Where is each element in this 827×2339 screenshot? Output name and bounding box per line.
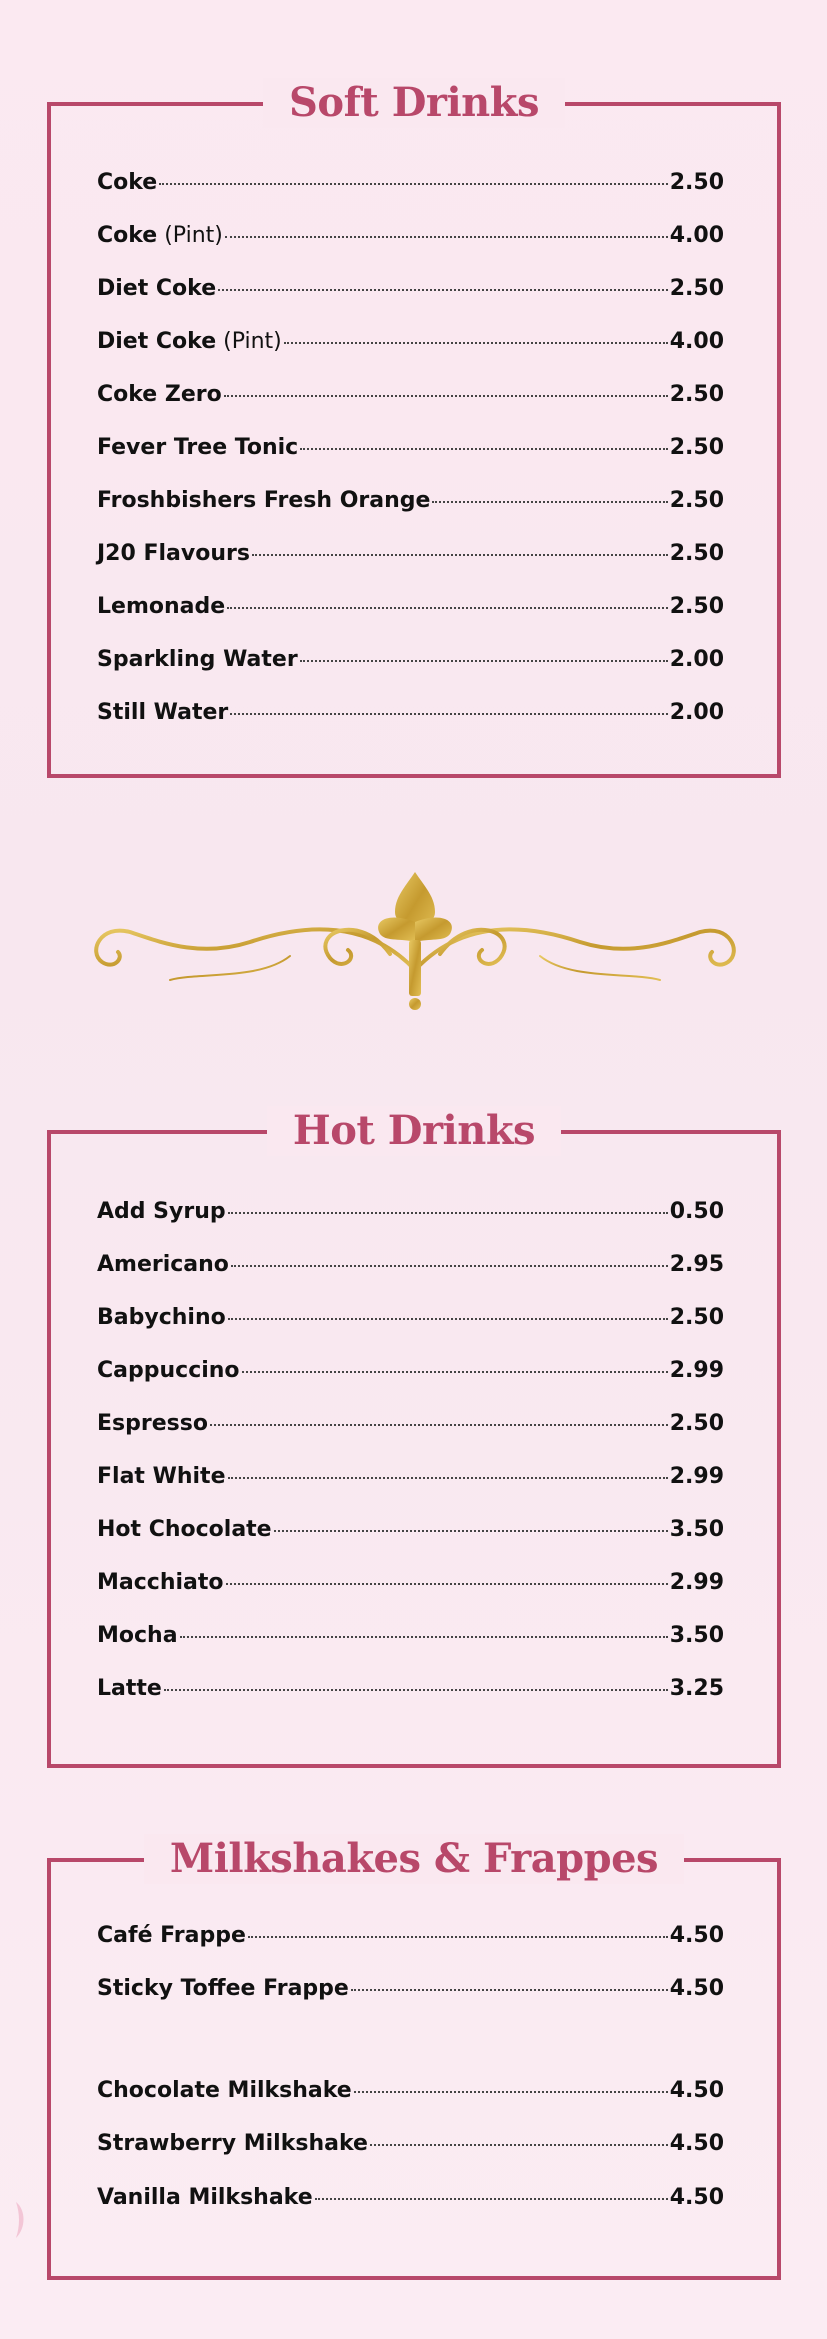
dot-leader (432, 500, 667, 503)
item-name: Add Syrup (97, 1199, 226, 1224)
item-price: 4.00 (669, 223, 724, 248)
item-price: 3.50 (669, 1517, 724, 1542)
item-price: 4.00 (669, 329, 724, 354)
item-name: Coke (97, 170, 158, 195)
dot-leader (252, 553, 668, 556)
dot-leader (218, 288, 668, 291)
menu-item (97, 223, 724, 263)
menu-item (97, 1199, 724, 1239)
menu-item (97, 170, 724, 210)
dot-leader (370, 2143, 668, 2146)
soft-drinks-section (47, 79, 781, 778)
menu-item (97, 700, 724, 740)
item-name: Babychino (97, 1305, 226, 1330)
item-price: 2.95 (669, 1252, 724, 1277)
item-name: Macchiato (97, 1570, 224, 1595)
dot-leader (210, 1423, 668, 1426)
leaf-decoration-icon (12, 2200, 28, 2240)
section-title: Soft Drinks (263, 78, 565, 128)
item-price: 2.99 (669, 1358, 724, 1383)
gold-flourish-ornament (90, 862, 740, 1014)
item-name: J20 Flavours (97, 541, 250, 566)
item-price: 2.50 (669, 488, 724, 513)
menu-item (97, 594, 724, 634)
item-price: 2.99 (669, 1570, 724, 1595)
dot-leader (164, 1688, 668, 1691)
hot-drinks-section (47, 1107, 781, 1768)
item-price: 2.00 (669, 647, 724, 672)
item-price: 2.50 (669, 276, 724, 301)
item-name: Cappuccino (97, 1358, 240, 1383)
menu-item (97, 2078, 724, 2118)
item-price: 2.00 (669, 700, 724, 725)
item-price: 4.50 (669, 2078, 724, 2103)
dot-leader (230, 712, 667, 715)
milkshakes-frappes-section (47, 1835, 781, 2280)
item-name: Lemonade (97, 594, 226, 619)
item-name: Coke (97, 223, 158, 248)
item-name: Americano (97, 1252, 229, 1277)
menu-item (97, 1464, 724, 1504)
item-note: (Pint) (216, 329, 282, 354)
menu-item (97, 2185, 724, 2225)
dot-leader (300, 659, 668, 662)
menu-item (97, 1976, 724, 2016)
item-name: Still Water (97, 700, 229, 725)
dot-leader (274, 1529, 668, 1532)
dot-leader (180, 1635, 668, 1638)
item-price: 2.50 (669, 382, 724, 407)
menu-item (97, 1623, 724, 1663)
dot-leader (231, 1264, 668, 1267)
menu-item (97, 382, 724, 422)
dot-leader (300, 447, 668, 450)
item-price: 4.50 (669, 2185, 724, 2210)
item-name: Café Frappe (97, 1923, 246, 1948)
menu-item (97, 1252, 724, 1292)
dot-leader (315, 2197, 668, 2200)
item-price: 2.50 (669, 594, 724, 619)
dot-leader (248, 1935, 668, 1938)
item-name: Hot Chocolate (97, 1517, 272, 1542)
menu-item (97, 647, 724, 687)
item-price: 4.50 (669, 2131, 724, 2156)
item-price: 0.50 (669, 1199, 724, 1224)
item-name: Strawberry Milkshake (97, 2131, 368, 2156)
item-name: Fever Tree Tonic (97, 435, 299, 460)
dot-leader (227, 606, 668, 609)
dot-leader (351, 1988, 668, 1991)
menu-item (97, 276, 724, 316)
menu-item (97, 1676, 724, 1716)
menu-item (97, 1411, 724, 1451)
menu-item (97, 2131, 724, 2171)
menu-item (97, 1923, 724, 1963)
item-name: Froshbishers Fresh Orange (97, 488, 431, 513)
item-price: 2.50 (669, 1411, 724, 1436)
item-name: Latte (97, 1676, 162, 1701)
item-name: Mocha (97, 1623, 178, 1648)
item-price: 2.50 (669, 435, 724, 460)
dot-leader (228, 1476, 668, 1479)
dot-leader (225, 235, 668, 238)
item-name: Espresso (97, 1411, 208, 1436)
dot-leader (228, 1211, 668, 1214)
item-name: Diet Coke (97, 276, 217, 301)
item-price: 2.99 (669, 1464, 724, 1489)
dot-leader (242, 1370, 668, 1373)
menu-item (97, 1358, 724, 1398)
section-title: Hot Drinks (267, 1106, 561, 1156)
dot-leader (224, 394, 668, 397)
menu-item (97, 1305, 724, 1345)
menu-item (97, 435, 724, 475)
menu-item (97, 1570, 724, 1610)
item-name: Sticky Toffee Frappe (97, 1976, 349, 2001)
item-price: 4.50 (669, 1976, 724, 2001)
menu-item (97, 488, 724, 528)
item-name: Sparkling Water (97, 647, 298, 672)
item-price: 2.50 (669, 1305, 724, 1330)
item-note: (Pint) (157, 223, 223, 248)
item-name: Coke Zero (97, 382, 222, 407)
item-name: Flat White (97, 1464, 226, 1489)
item-name: Vanilla Milkshake (97, 2185, 313, 2210)
menu-item (97, 329, 724, 369)
item-price: 2.50 (669, 170, 724, 195)
dot-leader (354, 2090, 668, 2093)
item-price: 3.50 (669, 1623, 724, 1648)
section-title: Milkshakes & Frappes (144, 1834, 684, 1884)
dot-leader (159, 182, 667, 185)
dot-leader (226, 1582, 668, 1585)
dot-leader (284, 341, 668, 344)
item-price: 4.50 (669, 1923, 724, 1948)
item-price: 2.50 (669, 541, 724, 566)
item-name: Diet Coke (97, 329, 217, 354)
item-name: Chocolate Milkshake (97, 2078, 352, 2103)
item-price: 3.25 (669, 1676, 724, 1701)
menu-item (97, 1517, 724, 1557)
menu-item (97, 541, 724, 581)
dot-leader (228, 1317, 668, 1320)
